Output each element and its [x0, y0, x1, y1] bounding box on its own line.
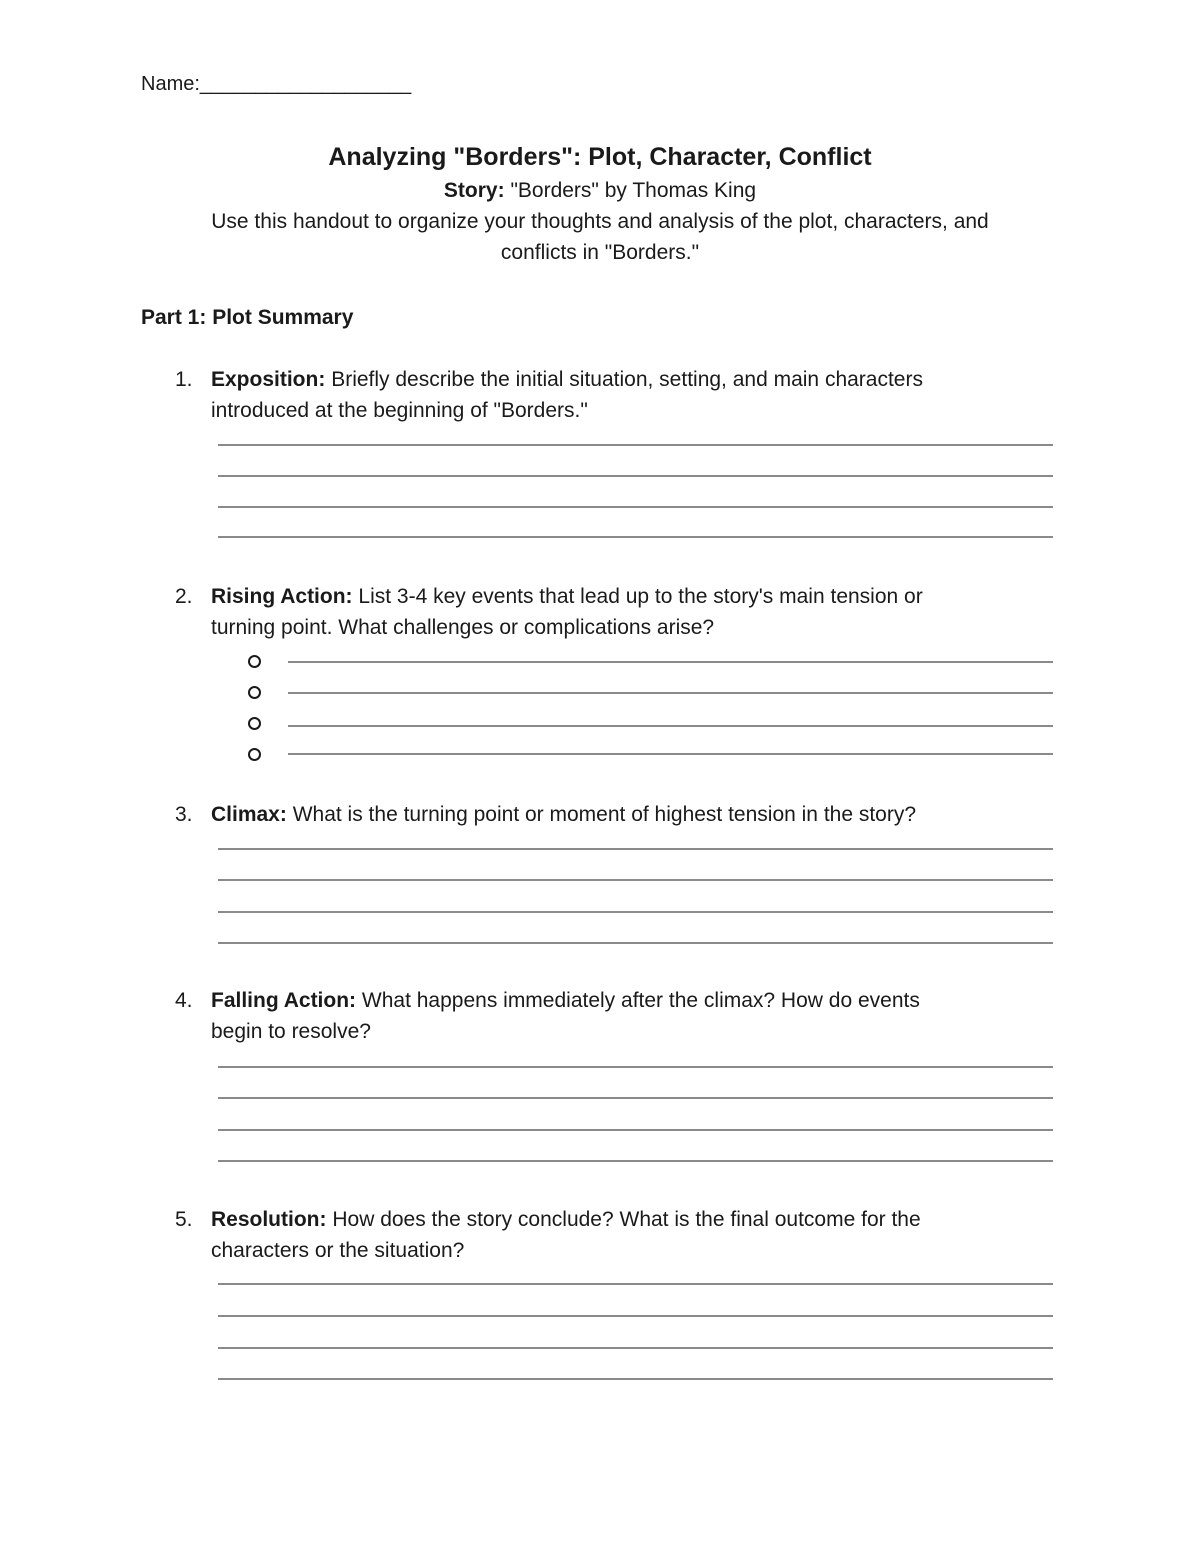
intro-line-1: Use this handout to organize your thoughts and analysis of the plot, characters, and — [211, 210, 989, 233]
story-value: "Borders" by Thomas King — [510, 179, 757, 202]
question-number: 2. — [175, 585, 193, 608]
story-line — [140, 175, 1060, 206]
bullet-answer-row — [0, 677, 1200, 707]
page-title: Analyzing "Borders": Plot, Character, Conflict — [328, 143, 872, 171]
question-number: 1. — [175, 368, 193, 391]
intro-line-2: conflicts in "Borders." — [500, 241, 700, 264]
question-text — [211, 1204, 1041, 1266]
story-label: Story: — [443, 179, 505, 202]
name-field[interactable] — [141, 71, 411, 97]
bullet-answer-row — [0, 739, 1200, 769]
question-text — [211, 985, 1041, 1047]
answer-line[interactable] — [218, 848, 1053, 850]
question-label: Rising Action: — [211, 585, 353, 608]
question-prompt-line-2: introduced at the beginning of "Borders." — [211, 399, 588, 422]
answer-line[interactable] — [218, 475, 1053, 477]
question-prompt-line-1: What is the turning point or moment of highest tension in the story? — [292, 803, 917, 826]
question-label: Falling Action: — [211, 989, 357, 1012]
bullet-answer-row — [0, 708, 1200, 738]
question-text — [211, 364, 1041, 426]
answer-line[interactable] — [218, 1129, 1053, 1131]
question-text — [211, 799, 1041, 830]
answer-line[interactable] — [288, 753, 1053, 755]
circle-bullet-icon — [248, 686, 261, 699]
name-label: Name: — [141, 73, 200, 95]
question-prompt-line-2: begin to resolve? — [211, 1020, 371, 1043]
question-text — [211, 581, 1041, 643]
question-number: 4. — [175, 989, 193, 1012]
question-prompt-line-1: How does the story conclude? What is the final outcome for the — [332, 1208, 921, 1231]
answer-line[interactable] — [218, 536, 1053, 538]
answer-line[interactable] — [218, 506, 1053, 508]
handout-header — [140, 141, 1060, 268]
answer-line[interactable] — [218, 444, 1053, 446]
question-label: Exposition: — [211, 368, 326, 391]
bullet-answer-row — [0, 646, 1200, 676]
answer-line[interactable] — [218, 942, 1053, 944]
part-1-heading: Part 1: Plot Summary — [141, 306, 354, 329]
answer-line[interactable] — [288, 692, 1053, 694]
question-prompt-line-2: turning point. What challenges or complications arise? — [211, 616, 715, 639]
circle-bullet-icon — [248, 655, 261, 668]
answer-line[interactable] — [288, 725, 1053, 727]
question-prompt-line-1: What happens immediately after the climax? How do events — [361, 989, 920, 1012]
answer-line[interactable] — [218, 1160, 1053, 1162]
question-prompt-line-1: List 3-4 key events that lead up to the story's main tension or — [358, 585, 923, 608]
name-blank[interactable]: ___________________ — [199, 73, 412, 95]
answer-line[interactable] — [218, 1283, 1053, 1285]
question-number: 3. — [175, 803, 193, 826]
circle-bullet-icon — [248, 717, 261, 730]
circle-bullet-icon — [248, 748, 261, 761]
answer-line[interactable] — [218, 1378, 1053, 1380]
question-prompt-line-2: characters or the situation? — [211, 1239, 465, 1262]
answer-line[interactable] — [288, 661, 1053, 663]
answer-line[interactable] — [218, 1097, 1053, 1099]
answer-line[interactable] — [218, 1315, 1053, 1317]
answer-line[interactable] — [218, 1347, 1053, 1349]
answer-line[interactable] — [218, 1066, 1053, 1068]
answer-line[interactable] — [218, 879, 1053, 881]
question-number: 5. — [175, 1208, 193, 1231]
question-label: Resolution: — [211, 1208, 327, 1231]
question-label: Climax: — [211, 803, 287, 826]
answer-line[interactable] — [218, 911, 1053, 913]
intro-text — [140, 206, 1060, 268]
question-prompt-line-1: Briefly describe the initial situation, setting, and main characters — [331, 368, 923, 391]
